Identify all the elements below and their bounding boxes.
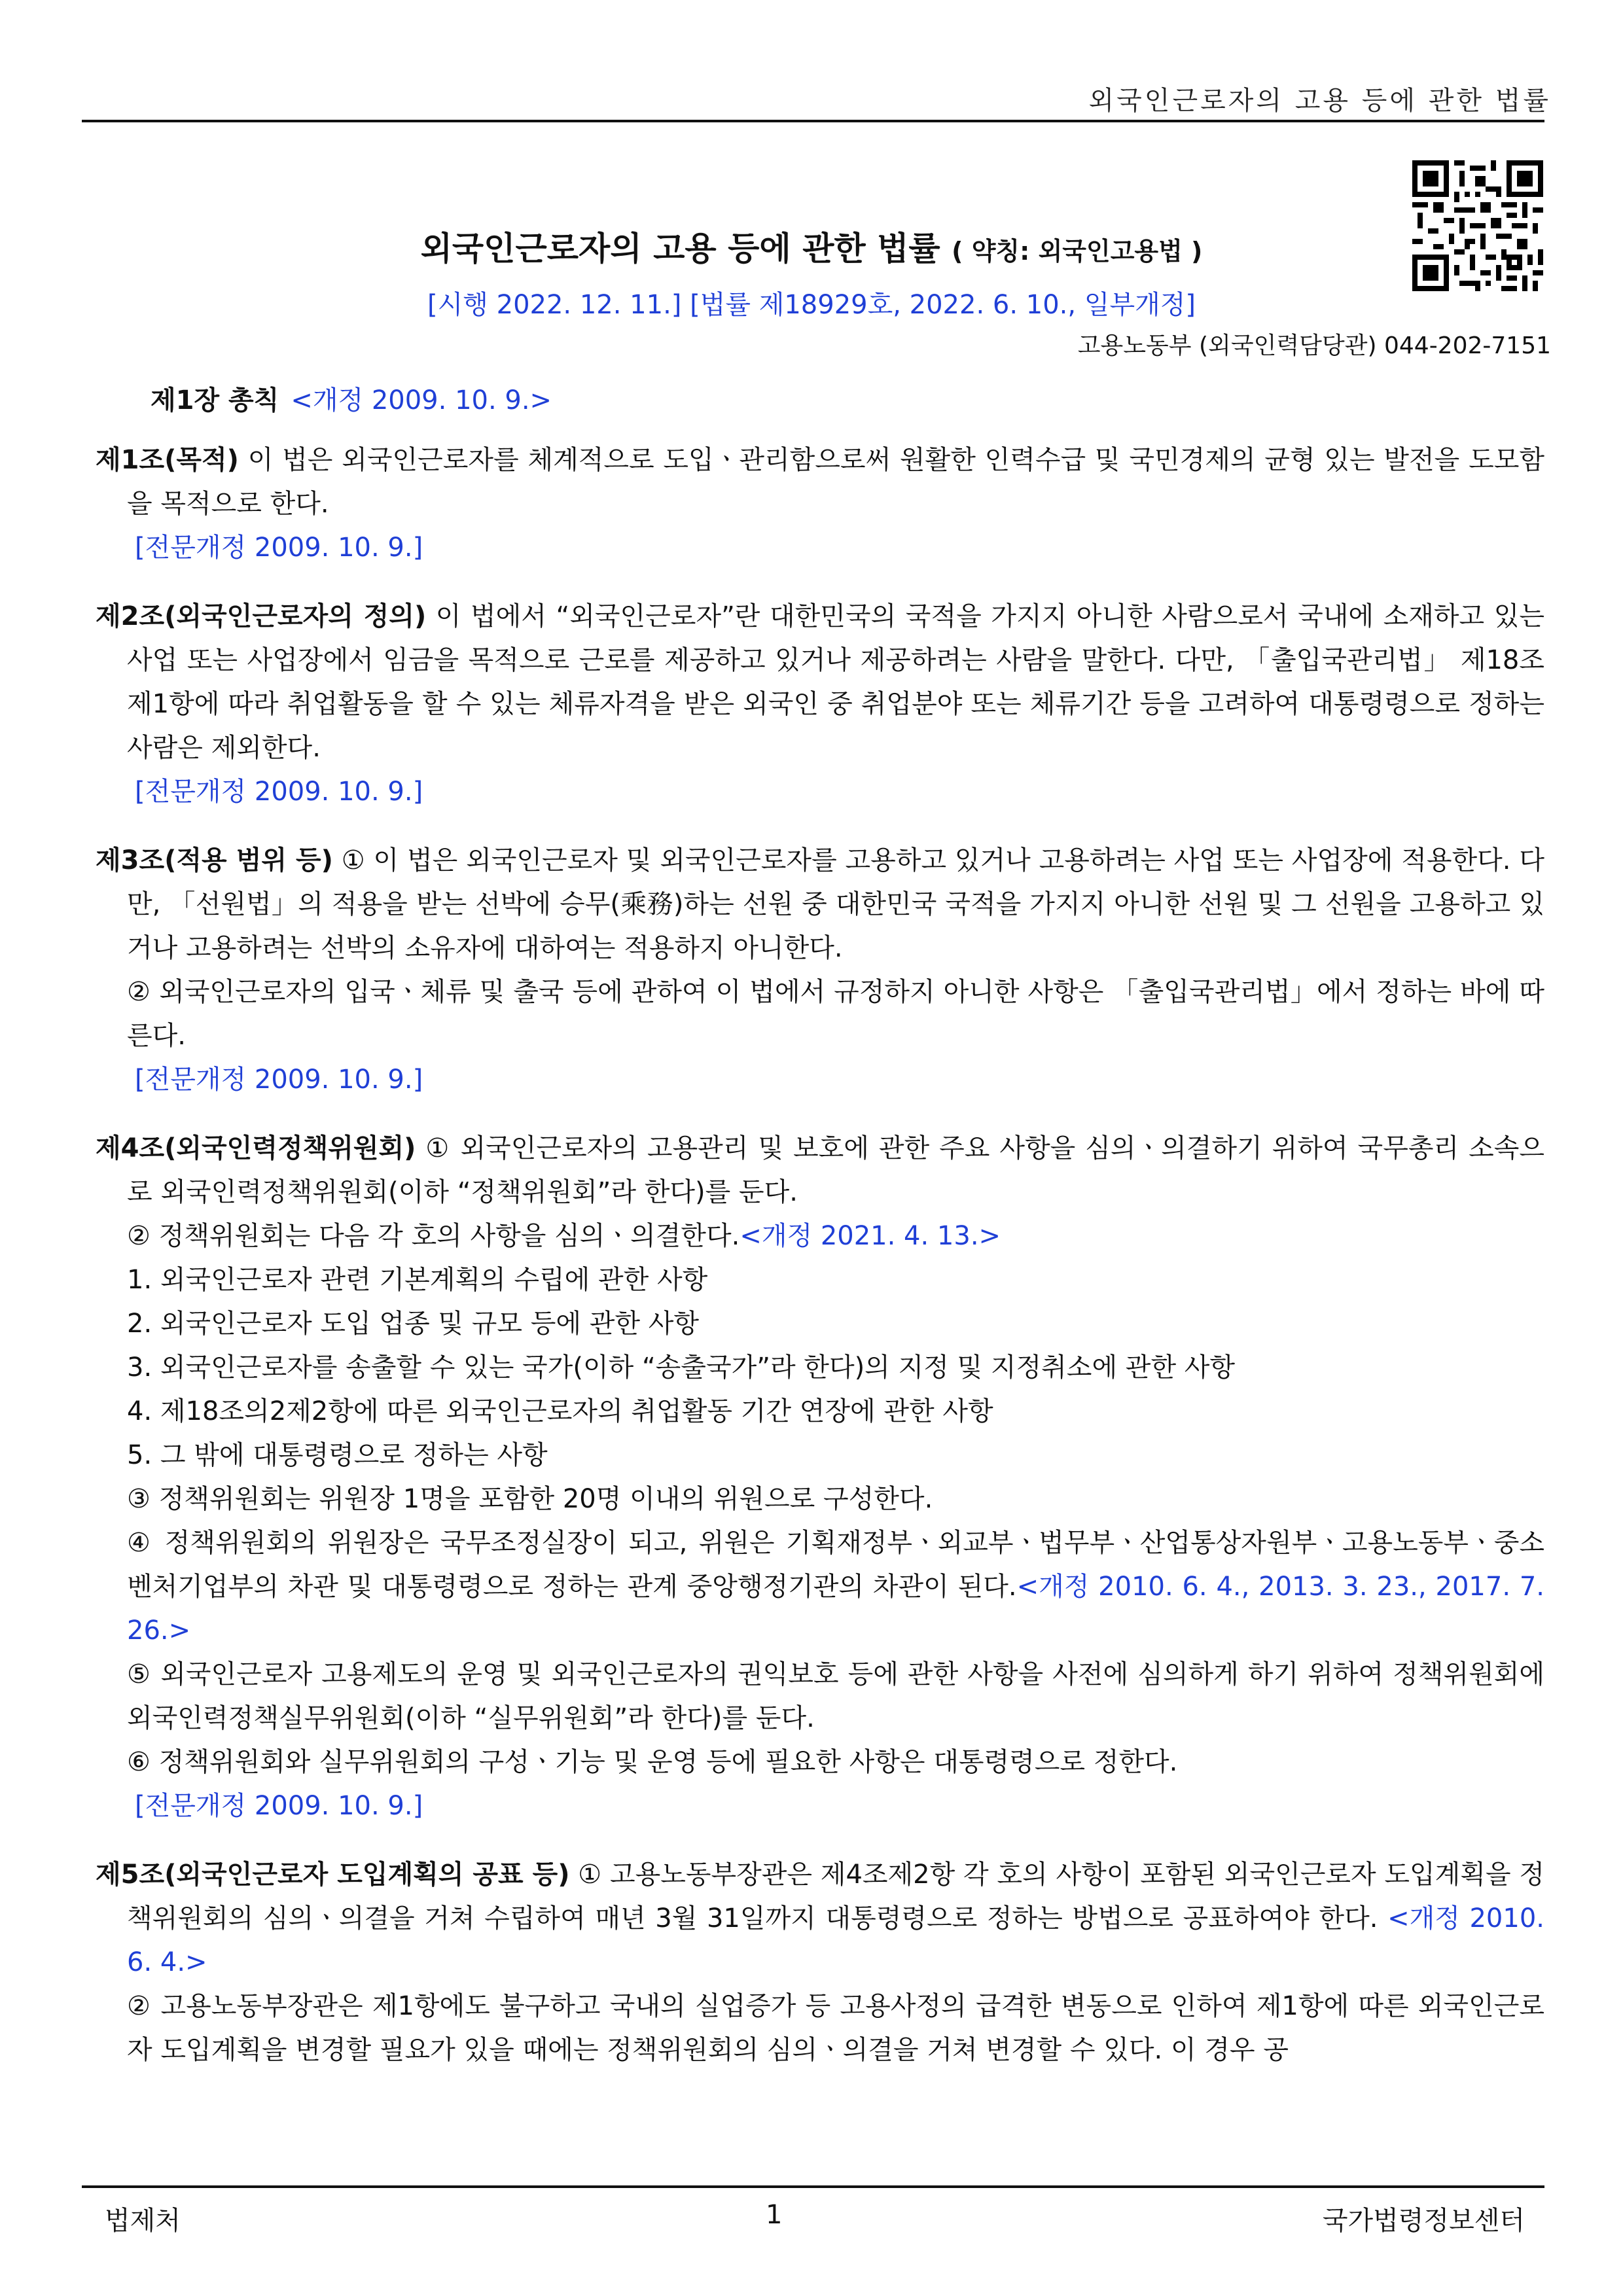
- article-heading: 제4조(외국인력정책위원회): [96, 1133, 416, 1163]
- article-paragraph: ① 외국인근로자의 고용관리 및 보호에 관한 주요 사항을 심의ㆍ의결하기 위하여 국무총리 소속으로 외국인력정책위원회(이하 “정책위원회”라 한다)를 둔다.: [127, 1133, 1544, 1207]
- article-heading: 제2조(외국인근로자의 정의): [96, 601, 427, 631]
- article-paragraph: 이 법은 외국인근로자를 체계적으로 도입ㆍ관리함으로써 원활한 인력수급 및 국민경제의 균형 있는 발전을 도모함을 목적으로 한다.: [127, 445, 1544, 519]
- page-number: 1: [766, 2200, 783, 2230]
- article-4: [96, 1127, 1544, 1828]
- paragraph-amendment: <개정 2021. 4. 13.>: [740, 1221, 1001, 1251]
- paragraph-amendment: <개정 2010. 6. 4.>: [127, 1903, 1544, 1977]
- law-title-abbreviation: ( 약칭: 외국인고용법 ): [952, 237, 1203, 266]
- article-paragraph-6: ⑥ 정책위원회와 실무위원회의 구성ㆍ기능 및 운영 등에 필요한 사항은 대통령령으로 정한다.: [127, 1747, 1178, 1777]
- article-paragraph: ① 고용노동부장관은 제4조제2항 각 호의 사항이 포함된 외국인근로자 도입계획을 정책위원회의 심의ㆍ의결을 거쳐 수립하여 매년 3월 31일까지 대통령령으로 정하는 방법으로 공표하여야 한다.: [127, 1860, 1544, 1934]
- article-heading: 제3조(적용 범위 등): [96, 845, 333, 875]
- header-divider: [82, 120, 1544, 122]
- article-5: [96, 1853, 1544, 2072]
- article-3: [96, 839, 1544, 1102]
- article-text: [96, 1853, 1544, 1985]
- footer-publisher: 법제처: [105, 2206, 181, 2236]
- law-title: [0, 222, 1623, 270]
- list-item: 5. 그 밖에 대통령령으로 정하는 사항: [127, 1440, 548, 1470]
- paragraph-text: ④ 정책위원회의 위원장은 국무조정실장이 되고, 위원은 기획재정부ㆍ외교부ㆍ법무부ㆍ산업통상자원부ㆍ고용노동부ㆍ중소벤처기업부의 차관 및 대통령령으로 정하는 관계 중앙행정기관의 차관이 된다.: [127, 1528, 1544, 1602]
- article-paragraph-3: ③ 정책위원회는 위원장 1명을 포함한 20명 이내의 위원으로 구성한다.: [127, 1484, 933, 1514]
- article-text: [96, 839, 1544, 970]
- article-paragraph-5: ⑤ 외국인근로자 고용제도의 운영 및 외국인근로자의 권익보호 등에 관한 사항을 사전에 심의하게 하기 위하여 정책위원회에 외국인력정책실무위원회(이하 “실무위원회”라 한다)를 둔다.: [127, 1659, 1544, 1733]
- article-paragraph-2: ② 외국인근로자의 입국ㆍ체류 및 출국 등에 관하여 이 법에서 규정하지 아니한 사항은 「출입국관리법」에서 정하는 바에 따른다.: [127, 977, 1544, 1051]
- article-paragraph-2: [96, 1214, 1544, 1258]
- article-1: [96, 438, 1544, 570]
- article-text: [96, 595, 1544, 770]
- chapter-heading: [151, 380, 552, 417]
- list-item: 3. 외국인근로자를 송출할 수 있는 국가(이하 “송출국가”라 한다)의 지정 및 지정취소에 관한 사항: [127, 1352, 1236, 1383]
- chapter-amendment: <개정 2009. 10. 9.>: [291, 385, 552, 415]
- list-item: 2. 외국인근로자 도입 업종 및 규모 등에 관한 사항: [127, 1309, 700, 1339]
- article-paragraph: 이 법에서 “외국인근로자”란 대한민국의 국적을 가지지 아니한 사람으로서 국내에 소재하고 있는 사업 또는 사업장에서 임금을 목적으로 근로를 제공하고 있거나 제공하려는 사람을 말한다. 다만, 「출입국관리법」 제18조제1항에 따라 취업활동을 할 수 있는 체류자격을 받은 외국인 중 취업분야 또는 체류기간 등을 고려하여 대통령령으로 정하는 사람은 제외한다.: [127, 601, 1544, 763]
- document-body: [96, 438, 1544, 2097]
- article-heading: 제1조(목적): [96, 445, 239, 475]
- chapter-label: 제1장 총칙: [151, 385, 279, 415]
- law-title-main: 외국인근로자의 고용 등에 관한 법률: [420, 230, 940, 268]
- ministry-contact: 고용노동부 (외국인력담당관) 044-202-7151: [1077, 332, 1551, 359]
- list-item: 4. 제18조의2제2항에 따른 외국인근로자의 취업활동 기간 연장에 관한 사항: [127, 1396, 993, 1426]
- running-header-title: 외국인근로자의 고용 등에 관한 법률: [1088, 86, 1551, 116]
- article-text: [96, 1127, 1544, 1214]
- footer-source: 국가법령정보센터: [1322, 2206, 1525, 2236]
- footer-divider: [82, 2185, 1544, 2188]
- article-paragraph-4: [96, 1521, 1544, 1653]
- list-item: 1. 외국인근로자 관련 기본계획의 수립에 관한 사항: [127, 1265, 708, 1295]
- article-history: [전문개정 2009. 10. 9.]: [135, 1791, 423, 1821]
- article-paragraph: ① 이 법은 외국인근로자 및 외국인근로자를 고용하고 있거나 고용하려는 사업 또는 사업장에 적용한다. 다만, 「선원법」의 적용을 받는 선박에 승무(乘務)하는 선원 중 대한민국 국적을 가지지 아니한 선원 및 그 선원을 고용하고 있거나 고용하려는 선박의 소유자에 대하여는 적용하지 아니한다.: [127, 845, 1544, 963]
- article-history: [전문개정 2009. 10. 9.]: [135, 777, 423, 807]
- article-2: [96, 595, 1544, 814]
- article-paragraph-2: ② 고용노동부장관은 제1항에도 불구하고 국내의 실업증가 등 고용사정의 급격한 변동으로 인하여 제1항에 따른 외국인근로자 도입계획을 변경할 필요가 있을 때에는 정책위원회의 심의ㆍ의결을 거쳐 변경할 수 있다. 이 경우 공: [127, 1991, 1544, 2065]
- article-heading: 제5조(외국인근로자 도입계획의 공표 등): [96, 1860, 570, 1890]
- article-history: [전문개정 2009. 10. 9.]: [135, 533, 423, 563]
- paragraph-text: ② 정책위원회는 다음 각 호의 사항을 심의ㆍ의결한다.: [127, 1221, 740, 1251]
- article-history: [전문개정 2009. 10. 9.]: [135, 1065, 423, 1095]
- paragraph-amendment: <개정 2010. 6. 4., 2013. 3. 23., 2017. 7. 26.>: [127, 1572, 1544, 1646]
- article-text: [96, 438, 1544, 526]
- enforcement-info: [시행 2022. 12. 11.] [법률 제18929호, 2022. 6. 10., 일부개정]: [427, 290, 1196, 320]
